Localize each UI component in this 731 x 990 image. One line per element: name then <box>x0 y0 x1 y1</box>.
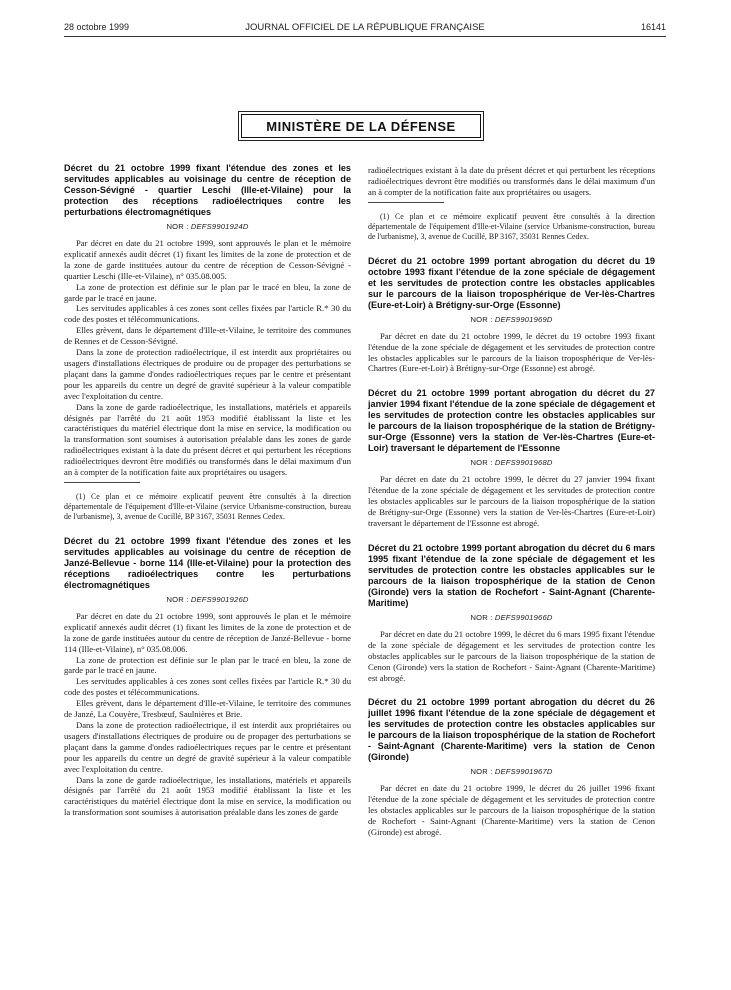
nor-reference <box>368 613 655 622</box>
paragraph: Par décret en date du 21 octobre 1999, sont approuvés le plan et le mémoire explicatif annexés audit décret (1) fixant les limites de la zone de protection et de la zone de garde instituées autour du centre de réception de Cesson-Sévigné - quartier Leschi (Ille-et-Vilaine), n° 035.08.005. <box>64 238 351 281</box>
footnote <box>64 482 351 522</box>
decree-title: Décret du 21 octobre 1999 fixant l'étendue des zones et les servitudes applicables au voisinage du centre de réception de Cesson-Sévigné - quartier Leschi (Ille-et-Vilaine) pour la protection des réceptions radioélectriques contre les perturbations électromagnétiques <box>64 163 351 217</box>
decree-body <box>368 629 655 684</box>
paragraph: Elles grèvent, dans le département d'Ille-et-Vilaine, le territoire des communes de Rennes et de Cesson-Sévigné. <box>64 325 351 347</box>
paragraph: radioélectriques existant à la date du présent décret et qui perturbent les réceptions radioélectriques devront être modifiés ou transformés dans le délai maximum d'un an à compter de la notification faite aux propriétaires ou usagers. <box>368 165 655 197</box>
nor-reference <box>64 595 351 604</box>
decree-body <box>64 611 351 818</box>
header-date: 28 octobre 1999 <box>64 22 130 32</box>
paragraph: Dans la zone de protection radioélectrique, il est interdit aux propriétaires ou usagers d'installations électriques de produire ou de propager des perturbations se plaçant dans la gamme d'ondes radioélectriques reçues par le centre et présentant pour les appareils du centre un degré de gravité supérieur à la valeur compatible avec l'exploitation du centre. <box>64 347 351 401</box>
decree-continuation <box>368 165 655 242</box>
paragraph: Par décret en date du 21 octobre 1999, le décret du 26 juillet 1996 fixant l'étendue de la zone spéciale de dégagement et les servitudes de protection contre les obstacles applicables sur le parcours de la liaison troposphérique de la station de Rochefort - Saint-Agnant (Charente-Maritime) vers la station de Cenon (Gironde) est abrogé. <box>368 783 655 838</box>
nor-reference <box>368 767 655 776</box>
left-column <box>64 163 351 832</box>
decree-title: Décret du 21 octobre 1999 portant abrogation du décret du 19 octobre 1993 fixant l'étendue de la zone spéciale de dégagement et les servitudes de protection contre les obstacles applicables sur le parcours de la liaison troposphérique de Ver-lès-Chartres (Eure-et-Loir) à Brétigny-sur-Orge (Essonne) <box>368 255 655 310</box>
journal-title: JOURNAL OFFICIEL DE LA RÉPUBLIQUE FRANÇAISE <box>245 22 485 33</box>
nor-code: DEFS9901967D <box>494 767 553 777</box>
decree-title: Décret du 21 octobre 1999 portant abrogation du décret du 26 juillet 1996 fixant l'étendue de la zone spéciale de dégagement et les servitudes de protection contre les obstacles applicables sur le parcours de la liaison troposphérique de la station de Rochefort - Saint-Agnant (Charente-Maritime) vers la station de Cenon (Gironde) <box>368 697 656 763</box>
nor-reference <box>64 222 351 231</box>
decree-ver-les-chartres-bretigny <box>368 256 655 375</box>
decree-body <box>64 238 351 478</box>
nor-code: DEFS9901926D <box>190 594 249 604</box>
nor-label: NOR : <box>470 314 493 324</box>
nor-reference <box>368 458 655 467</box>
ministry-frame <box>238 111 484 141</box>
nor-code: DEFS9901924D <box>190 222 249 231</box>
paragraph: La zone de protection est définie sur le plan par le tracé en bleu, la zone de garde par le tracé en jaune. <box>64 281 351 303</box>
decree-body <box>368 783 655 838</box>
nor-label: NOR : <box>166 222 189 231</box>
decree-body <box>368 331 655 375</box>
nor-label: NOR : <box>166 594 189 604</box>
paragraph: Les servitudes applicables à ces zones sont celles fixées par l'article R.* 30 du code des postes et télécommunications. <box>64 303 351 325</box>
right-column <box>368 165 655 852</box>
footnote <box>368 202 655 242</box>
nor-label: NOR : <box>470 612 493 622</box>
decree-cenon-rochefort <box>368 543 655 684</box>
paragraph: Les servitudes applicables à ces zones sont celles fixées par l'article R.* 30 du code des postes et télécommunications. <box>64 676 351 698</box>
decree-title: Décret du 21 octobre 1999 portant abrogation du décret du 6 mars 1995 fixant l'étendue de la zone spéciale de dégagement et les servitudes de protection contre les obstacles applicables sur le parcours de la liaison troposphérique de la station de Cenon (Gironde) vers la station de Rochefort - Saint-Agnant (Charente-Maritime) <box>368 542 655 608</box>
decree-body <box>368 474 655 529</box>
paragraph: Par décret en date du 21 octobre 1999, le décret du 6 mars 1995 fixant l'étendue de la zone spéciale de dégagement et les servitudes de protection contre les obstacles applicables sur le parcours de la liaison troposphérique de la station de Cenon (Gironde) vers la station de Rochefort - Saint-Agnant (Charente-Maritime) est abrogé. <box>368 628 655 683</box>
nor-reference <box>368 315 655 324</box>
footnote-text: (1) Ce plan et ce mémoire explicatif peuvent être consultés à la direction départementale de l'équipement d'Ille-et-Vilaine (service Urbanisme-construction, bureau de l'urbanisme), 3, avenue de Cucillé, BP 3167, 35031 Rennes Cedex. <box>368 211 655 241</box>
ministry-heading: MINISTÈRE DE LA DÉFENSE <box>241 114 481 138</box>
paragraph: Elles grèvent, dans le département d'Ille-et-Vilaine, le territoire des communes de Janzé, La Couyère, Tresbœuf, Saulnières et Brie. <box>64 698 351 720</box>
decree-janze-bellevue <box>64 536 351 818</box>
nor-label: NOR : <box>470 767 493 777</box>
nor-code: DEFS9901966D <box>494 612 553 622</box>
decree-body <box>368 165 655 198</box>
paragraph: Par décret en date du 21 octobre 1999, le décret du 19 octobre 1993 fixant l'étendue de la zone spéciale de dégagement et les servitudes de protection contre les obstacles applicables sur le parcours de la liaison troposphérique de Ver-lès-Chartres (Eure-et-Loir) à Brétigny-sur-Orge (Essonne) est abrogé. <box>368 330 655 374</box>
decree-bretigny-ver-les-chartres <box>368 388 655 529</box>
paragraph: Dans la zone de garde radioélectrique, les installations, matériels et appareils désignés par l'arrêté du 21 août 1953 modifié établissant la liste et les caractéristiques du matériel électrique dont la mise en service, la modification ou la transformation sont soumises à autorisation préalable dans les zones de garde radioélectriques existant à la date du présent décret et qui perturbent les réceptions radioélectriques devront être modifiés ou transformés dans le délai maximum d'un an à compter de la notification faite aux propriétaires ou usagers. <box>64 401 351 478</box>
page-number: 16141 <box>640 22 666 32</box>
paragraph: Par décret en date du 21 octobre 1999, le décret du 27 janvier 1994 fixant l'étendue de la zone spéciale de dégagement et les servitudes de protection contre les obstacles applicables sur le parcours de la liaison troposphérique de la station de Brétigny-sur-Orge (Essonne) vers la station de Ver-lès-Chartres (Eure-et-Loir) traversant le département de l'Essonne est abrogé. <box>368 474 655 528</box>
nor-label: NOR : <box>470 458 493 468</box>
nor-code: DEFS9901969D <box>494 314 553 324</box>
paragraph: Dans la zone de protection radioélectrique, il est interdit aux propriétaires ou usagers d'installations électriques de produire ou de propager des perturbations se plaçant dans la gamme d'ondes radioélectriques reçues par le centre et présentant pour les appareils du centre un degré de gravité supérieur à la valeur compatible avec l'exploitation du centre. <box>64 720 351 774</box>
decree-title: Décret du 21 octobre 1999 fixant l'étendue des zones et les servitudes applicables au voisinage du centre de réception de Janzé-Bellevue - borne 114 (Ille-et-Vilaine) pour la protection des réceptions radioélectriques contre les perturbations électromagnétiques <box>64 535 351 590</box>
paragraph: Dans la zone de garde radioélectrique, les installations, matériels et appareils désignés par l'arrêté du 21 août 1953 modifié établissant la liste et les caractéristiques du matériel électrique dont la mise en service, la modification ou la transformation sont soumises à autorisation préalable dans les zones de garde <box>64 774 351 818</box>
decree-cesson-sevigne <box>64 163 351 522</box>
nor-code: DEFS9901968D <box>494 458 553 468</box>
running-header <box>64 22 666 36</box>
footnote-text: (1) Ce plan et ce mémoire explicatif peuvent être consultés à la direction départementale de l'équipement d'Ille-et-Vilaine (service Urbanisme-construction, bureau de l'urbanisme), 3, avenue de Cucillé, BP 3167, 35031 Rennes Cedex. <box>64 491 351 521</box>
decree-title: Décret du 21 octobre 1999 portant abrogation du décret du 27 janvier 1994 fixant l'étendue de la zone spéciale de dégagement et les servitudes de protection contre les obstacles applicables sur le parcours de la liaison troposphérique de la station de Brétigny-sur-Orge (Essonne) vers la station de Ver-lès-Chartres (Eure-et-Loir) traversant le département de l'Essonne <box>368 388 655 454</box>
decree-rochefort-cenon <box>368 697 655 838</box>
paragraph: Par décret en date du 21 octobre 1999, sont approuvés le plan et le mémoire explicatif annexés audit décret (1) fixant les limites de la zone de protection et de la zone de garde instituées autour du centre de réception de Janzé-Bellevue - borne 114 (Ille-et-Vilaine), n° 035.08.006. <box>64 610 351 654</box>
paragraph: La zone de protection est définie sur le plan par le tracé en bleu, la zone de garde par le tracé en jaune. <box>64 654 351 676</box>
header-rule <box>64 36 666 37</box>
